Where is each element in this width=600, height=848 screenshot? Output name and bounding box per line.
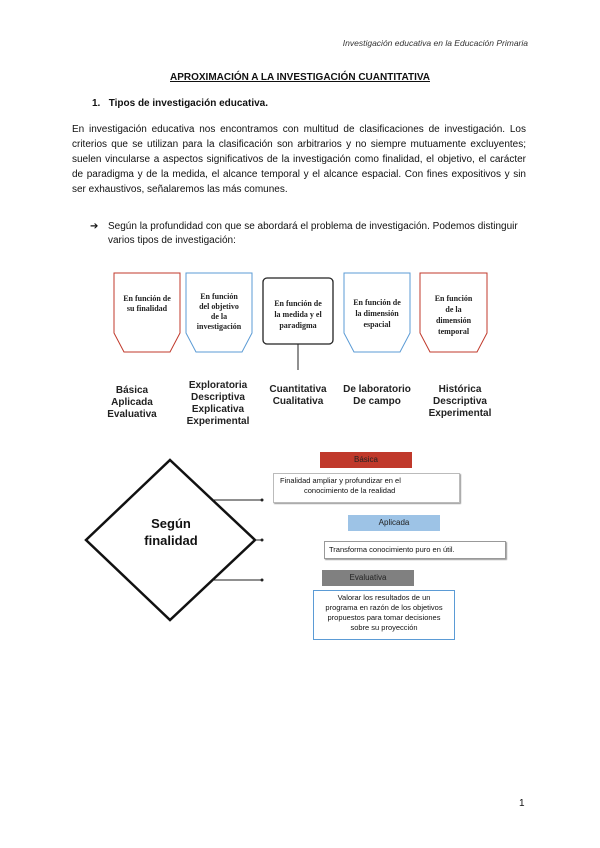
- finalidad-desc-evaluativa: Valorar los resultados de un programa en razón de los objetivos propuestos para tomar decisiones sobre su proyección: [313, 590, 455, 640]
- section-title: Tipos de investigación educativa.: [108, 98, 268, 109]
- running-header: Investigación educativa en la Educación Primaria: [342, 38, 528, 48]
- finalidad-title-evaluativa: Evaluativa: [322, 570, 414, 586]
- finalidad-desc-aplicada: Transforma conocimiento puro en útil.: [324, 541, 506, 559]
- criteria-types-4: De laboratorio De campo: [343, 384, 411, 407]
- intro-paragraph: En investigación educativa nos encontramos con multitud de clasificaciones de investigación. Los criterios que se utilizan para la clasificación son arbitrarios y no siempre mutuamente excluyentes; suelen vincularse a aspectos significativos de la investigación como finalidad, el objetivo, el carácter de paradigma y de la medida, el alcance temporal y el alcance espacial. Con fines expositivos y sin ser exhaustivos, señalaremos las más comunes.: [72, 124, 526, 195]
- criteria-types-2: Exploratoria Descriptiva Explicativa Experimental: [186, 380, 250, 427]
- criteria-label-5: En función de la dimensión temporal: [434, 294, 473, 336]
- bullet-text: Según la profundidad con que se abordará el problema de investigación. Podemos distinguir varios tipos de investigación:: [108, 221, 518, 246]
- finalidad-title-basica: Básica: [320, 452, 412, 468]
- page-number: 1: [519, 798, 525, 809]
- section-number: 1.: [92, 98, 101, 109]
- finalidad-desc-basica: Finalidad ampliar y profundizar en el conocimiento de la realidad: [273, 473, 460, 503]
- arrow-icon: ➔: [90, 221, 99, 232]
- finalidad-title-aplicada: Aplicada: [348, 515, 440, 531]
- finalidad-center-label: Según finalidad: [144, 516, 198, 548]
- criteria-types-5: Histórica Descriptiva Experimental: [428, 384, 492, 419]
- criteria-types-1: Básica Aplicada Evaluativa: [107, 385, 157, 420]
- criteria-types-3: Cuantitativa Cualitativa: [269, 384, 327, 407]
- criteria-label-2: En función del objetivo de la investigación: [196, 292, 242, 331]
- document-title: APROXIMACIÓN A LA INVESTIGACIÓN CUANTITATIVA: [170, 72, 430, 83]
- criteria-label-3: En función de la medida y el paradigma: [274, 299, 322, 330]
- criteria-label-4: En función de la dimensión espacial: [353, 298, 401, 329]
- criteria-label-1: En función de su finalidad: [123, 294, 171, 313]
